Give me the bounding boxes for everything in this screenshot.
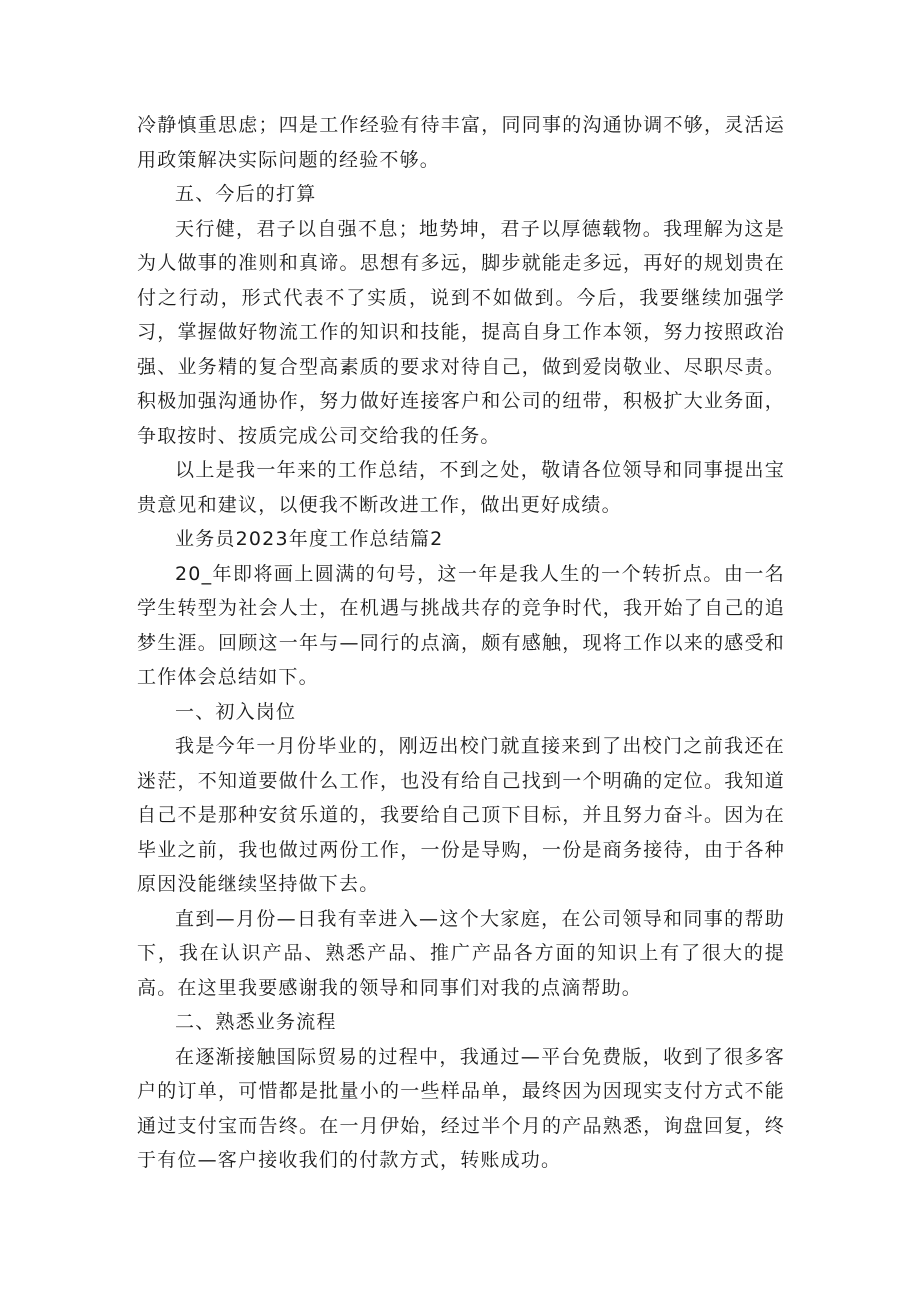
document-body [137, 108, 785, 1178]
paragraph: 直到—月份—日我有幸进入—这个大家庭，在公司领导和同事的帮助下，我在认识产品、熟悉产品、推广产品各方面的知识上有了很大的提高。在这里我要感谢我的领导和同事们对我的点滴帮助。 [137, 907, 785, 999]
paragraph: 在逐渐接触国际贸易的过程中，我通过—平台免费版，收到了很多客户的订单，可惜都是批量小的一些样品单，最终因为因现实支付方式不能通过支付宝而告终。在一月伊始，经过半个月的产品熟悉，询盘回复，终于有位—客户接收我们的付款方式，转账成功。 [137, 1045, 785, 1171]
section-heading: 一、初入岗位 [175, 700, 297, 723]
section-heading: 业务员2023年度工作总结篇2 [175, 528, 444, 550]
paragraph: 以上是我一年来的工作总结，不到之处，敬请各位领导和同事提出宝贵意见和建议，以便我不断改进工作，做出更好成绩。 [137, 459, 785, 516]
section-heading: 五、今后的打算 [175, 183, 317, 205]
paragraph: 20_年即将画上圆满的句号，这一年是我人生的一个转折点。由一名学生转型为社会人士，在机遇与挑战共存的竞争时代，我开始了自己的追梦生涯。回顾这一年与—同行的点滴，颇有感触，现将工作以来的感受和工作体会总结如下。 [137, 562, 785, 688]
paragraph: 天行健，君子以自强不息；地势坤，君子以厚德载物。我理解为这是为人做事的准则和真谛。思想有多远，脚步就能走多远，再好的规划贵在付之行动，形式代表不了实质，说到不如做到。今后，我要继续加强学习，掌握做好物流工作的知识和技能，提高自身工作本领，努力按照政治强、业务精的复合型高素质的要求对待自己，做到爱岗敬业、尽职尽责。积极加强沟通协作，努力做好连接客户和公司的纽带，积极扩大业务面，争取按时、按质完成公司交给我的任务。 [137, 217, 785, 447]
paragraph: 我是今年一月份毕业的，刚迈出校门就直接来到了出校门之前我还在迷茫，不知道要做什么工作，也没有给自己找到一个明确的定位。我知道自己不是那种安贫乐道的，我要给自己顶下目标，并且努力奋斗。因为在毕业之前，我也做过两份工作，一份是导购，一份是商务接待，由于各种原因没能继续坚持做下去。 [137, 735, 785, 895]
section-heading: 二、熟悉业务流程 [175, 1011, 337, 1033]
paragraph: 冷静慎重思虑；四是工作经验有待丰富，同同事的沟通协调不够，灵活运用政策解决实际问题的经验不够。 [137, 114, 785, 171]
